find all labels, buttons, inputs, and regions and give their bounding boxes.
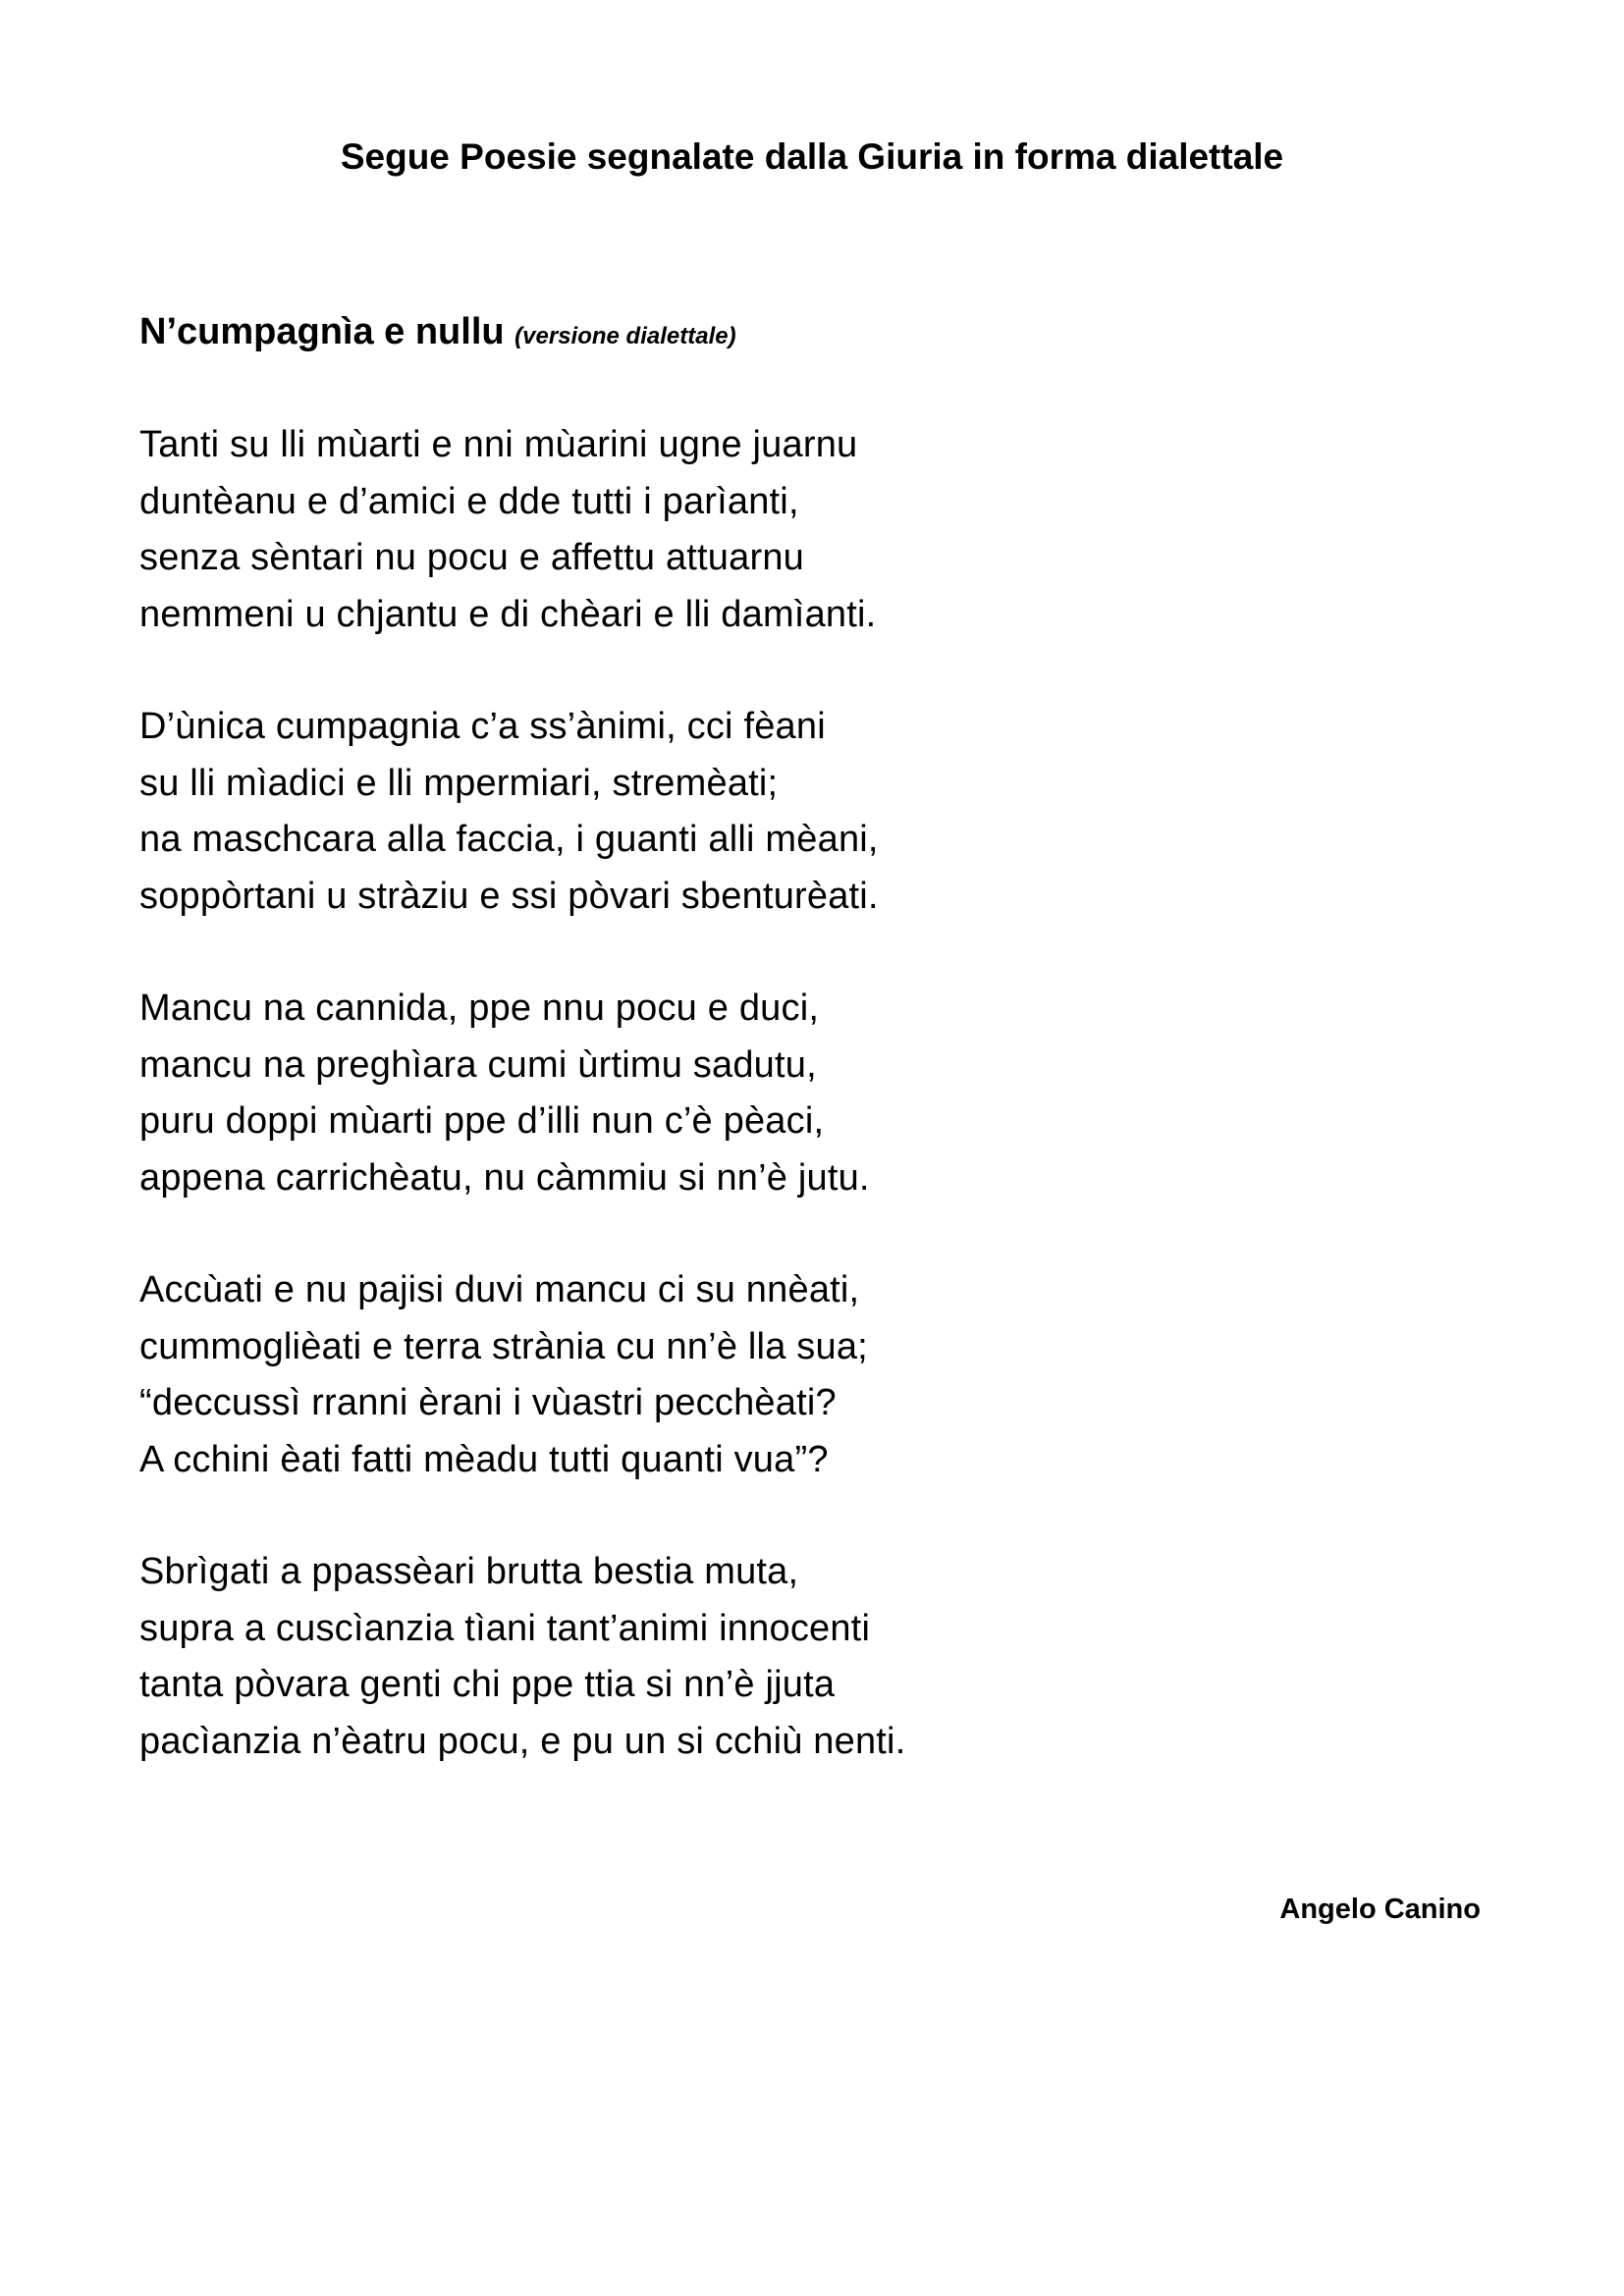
verse-line: cummoglièati e terra strània cu nn’è lla sua; <box>139 1325 868 1367</box>
verse-line: senza sèntari nu pocu e affettu attuarnu <box>139 537 804 578</box>
stanza-2 <box>139 699 1219 925</box>
verse-line: mancu na preghìara cumi ùrtimu sadutu, <box>139 1043 817 1086</box>
verse-line: su lli mìadici e lli mpermiari, stremèati; <box>139 762 779 804</box>
verse-line: supra a cuscìanzia tìani tant’animi innocenti <box>139 1607 871 1649</box>
stanza-3 <box>139 981 1219 1206</box>
page-heading: Segue Poesie segnalate dalla Giuria in forma dialettale <box>340 136 1284 177</box>
verse-line: Mancu na cannida, ppe nnu pocu e duci, <box>139 988 820 1029</box>
verse-line: duntèanu e d’amici e dde tutti i parìanti, <box>139 480 799 522</box>
verse-line: soppòrtani u stràziu e ssi pòvari sbenturèati. <box>139 875 879 917</box>
verse-line: tanta pòvara genti chi ppe ttia si nn’è jjuta <box>139 1664 836 1705</box>
verse-line: appena carrichèatu, nu càmmiu si nn’è jutu. <box>139 1156 870 1199</box>
poem-title-note: (versione dialettale) <box>514 323 736 349</box>
verse-line: Sbrìgati a ppassèari brutta bestia muta, <box>139 1551 799 1592</box>
poem-title-text: N’cumpagnìa e nullu <box>139 311 505 352</box>
verse-line: puru doppi mùarti ppe d’illi nun c’è pèaci, <box>139 1100 825 1142</box>
verse-line: Accùati e nu pajisi duvi mancu ci su nnèati, <box>139 1269 860 1310</box>
verse-line: “deccussì rranni èrani i vùastri pecchèati? <box>139 1382 837 1423</box>
verse-line: Tanti su lli mùarti e nni mùarini ugne juarnu <box>139 424 858 465</box>
stanza-4 <box>139 1262 1219 1488</box>
verse-line: A cchini èati fatti mèadu tutti quanti vua”? <box>139 1438 829 1480</box>
stanza-5 <box>139 1544 1219 1770</box>
verse-line: na maschcara alla faccia, i guanti alli mèani, <box>139 819 879 860</box>
verse-line: D’ùnica cumpagnia c’a ss’ànimi, cci fèani <box>139 706 826 747</box>
verse-line: pacìanzia n’èatru pocu, e pu un si cchiù nenti. <box>139 1720 906 1762</box>
stanza-1 <box>139 417 1219 643</box>
verse-line: nemmeni u chjantu e di chèari e lli damìanti. <box>139 593 877 635</box>
poem-author: Angelo Canino <box>1279 1894 1481 1925</box>
poem-title <box>139 310 736 355</box>
poem-body <box>139 417 1219 1826</box>
